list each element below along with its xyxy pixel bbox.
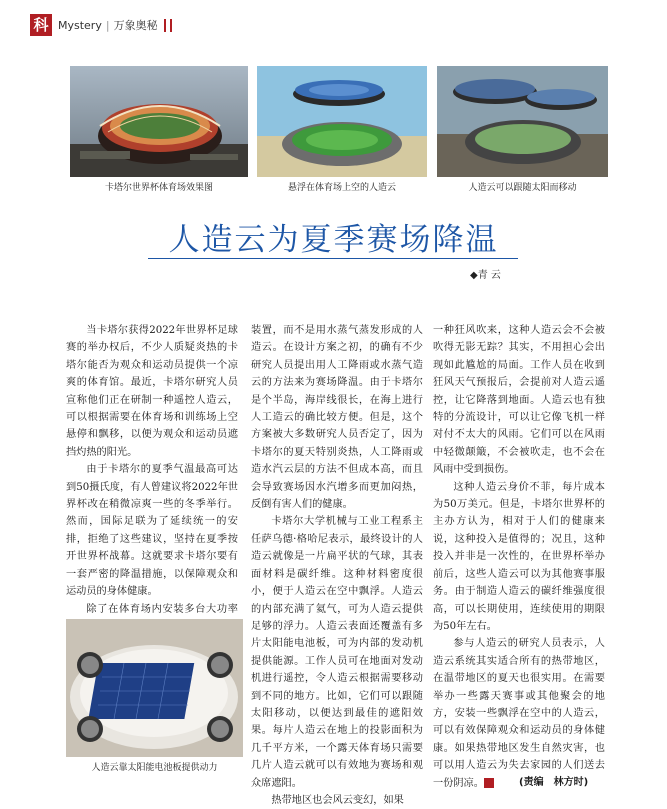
cloud-follows-sun-photo (437, 66, 608, 177)
article-title: 人造云为夏季赛场降温 (168, 222, 499, 258)
section-chinese: 万象奥秘 (113, 19, 158, 32)
cloud-over-stadium-photo (257, 66, 427, 177)
paragraph (433, 635, 605, 792)
paragraph: 除了在体育场内安装多台大功率 (86, 603, 238, 615)
paragraph: 这种人造云身价不菲，每片成本为50万美元。但是，卡塔尔世界杯的主办方认为，相对于人们的健康来说，这种投入是值得的；况且，这种投入并非是一次性的，在世界杯举办前后，这些人造云可以为其他赛事服务。由于制造人造云的碳纤维强度很高，可以长期使用，连续使用的期限为50年左右。 (433, 481, 605, 632)
paragraph: 装置，而不是用水蒸气蒸发形成的人造云。在设计方案之初，的确有不少研究人员提出用人工降雨或水蒸气造云的方法来为赛场降温。由于卡塔尔是个半岛，海岸线很长，在海上进行人工造云的确比较方便。但是，这个方案被大多数研究人员否定了，因为卡塔尔的夏天特别炎热，人工降雨或造水汽云层的方法不但成本高，而且会导致赛场因水汽增多而更加闷热，反倒有害人们的健康。 (251, 325, 423, 511)
article-column-2 (251, 322, 423, 809)
paragraph: 由于卡塔尔的夏季气温最高可达到50摄氏度，有人曾建议将2022年世界杯改在稍微凉爽一些的冬季举行。然而，国际足联为了延续统一的安排，拒绝了这些建议，坚持在夏季按开世界杯战幕。这就要求卡塔尔要有一套严密的降温措施，以保障观众和运动员的身体健康。 (66, 464, 238, 598)
solar-panel-cloud-photo (66, 619, 243, 757)
photo-caption: 人造云靠太阳能电池板提供动力 (91, 763, 218, 773)
article-column-1 (66, 322, 238, 670)
paragraph: 当卡塔尔获得2022年世界杯足球赛的举办权后，不少人质疑炎热的卡塔尔能否为观众和运动员提供一个凉爽的体育馆。最近，卡塔尔研究人员宣称他们正在研制一种遥控人造云，可以根据需要在体育场和训练场上空悬停和飘移，以便为观众和运动员遮挡灼热的阳光。 (66, 325, 238, 458)
section-label: Mystery | 万象奥秘 (58, 19, 158, 32)
photo-caption: 人造云可以跟随太阳而移动 (468, 183, 577, 193)
magazine-logo: 科 (30, 14, 52, 36)
paragraph-text: 参与人造云的研究人员表示，人造云系统其实适合所有的热带地区，在温带地区的夏天也很实用。在需要举办一些露天赛事或其他聚会的地方，安装一些飘浮在空中的人造云，可以有效保障观众和运动员的身体健康。如果热带地区发生自然灾害，也可以用人造云为失去家园的人们送去一份阴凉。 (433, 638, 605, 789)
header-rule (164, 19, 166, 32)
stadium-rendering-photo (70, 66, 248, 177)
article-author: ◆青 云 (470, 270, 501, 281)
page-header (30, 14, 640, 36)
article-column-3 (433, 322, 605, 792)
end-mark-icon: 科 (484, 778, 494, 788)
paragraph: 热带地区也会风云变幻，如果 (271, 794, 404, 806)
photo-caption: 悬浮在体育场上空的人造云 (287, 183, 396, 193)
header-rule (170, 19, 172, 32)
section-english: Mystery (58, 19, 102, 32)
editor-credit: (责编 林方时) (519, 777, 589, 788)
photo-caption: 卡塔尔世界杯体育场效果图 (104, 183, 213, 193)
paragraph: 卡塔尔大学机械与工业工程系主任萨乌德·格哈尼表示，最终设计的人造云就像是一片扁平状的气球，其表面材料是碳纤维。这种材料密度很小，便于人造云在空中飘浮。人造云的内部充满了氦气，可为人造云提供足够的浮力。人造云表面还覆盖有多片太阳能电池板，可为内部的发动机提供能源。工作人员可在地面对发动机进行遥控，令人造云根据需要移动到不同的地方。比如，它们可以跟随太阳移动，以便达到最佳的遮阳效果。每片人造云在地上的投影面积为几千平方米，一个露天体育场只需要几片人造云就可以有效地为赛场和观众席遮阳。 (251, 516, 423, 789)
paragraph: 一种狂风吹来，这种人造云会不会被吹得无影无踪？其实，不用担心会出现如此尴尬的局面。工作人员在收到狂风天气预报后，会提前对人造云遥控，让它降落到地面。人造云也有独特的分流设计，可以让它像飞机一样对付不太大的风雨。它们可以在风雨中轻微颠簸，不会被吹走，也不会在风雨中受到损伤。 (433, 325, 605, 476)
title-rule (148, 258, 518, 259)
